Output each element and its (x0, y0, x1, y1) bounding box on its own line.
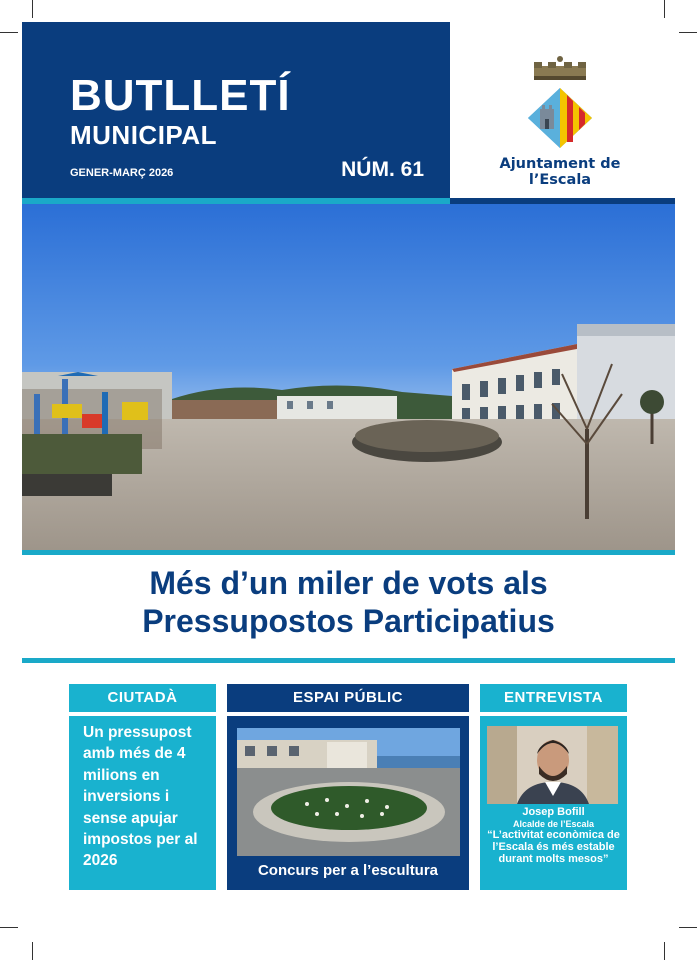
headline-line: Més d’un miler de vots als (149, 565, 548, 601)
section-teaser: Un pressupost amb més de 4 milions en inversions i sense apujar impostos per al 2026 (83, 724, 198, 870)
hero-photo (22, 204, 675, 550)
coat-of-arms-icon (520, 54, 600, 154)
headline-rule (22, 658, 675, 663)
section-caption: Concurs per a l’escultura (257, 862, 439, 879)
section-card-espai-public[interactable] (227, 716, 469, 890)
crop-mark (679, 32, 697, 33)
issue-number: NÚM. 61 (341, 158, 424, 181)
section-tag-espai-public: ESPAI PÚBLIC (227, 684, 469, 712)
interview-portrait (487, 726, 618, 804)
section-photo (237, 728, 460, 856)
masthead-title: BUTLLETÍ (70, 71, 291, 120)
masthead (22, 22, 450, 198)
crop-mark (664, 942, 665, 960)
section-card-ciutada[interactable] (69, 716, 216, 890)
masthead-subtitle: MUNICIPAL (70, 120, 218, 150)
section-tag-entrevista: ENTREVISTA (480, 684, 627, 712)
hero-accent-bar (22, 550, 675, 555)
crop-mark (679, 927, 697, 928)
interviewee-name: Josep Bofill (522, 806, 585, 818)
crop-mark (0, 32, 18, 33)
section-tag-ciutada: CIUTADÀ (69, 684, 216, 712)
logo-wordmark: Ajuntament de l’Escala (499, 156, 621, 188)
cover-headline (22, 564, 675, 641)
interviewee-role: Alcalde de l’Escala (512, 819, 595, 829)
headline-line: Pressupostos Participatius (142, 603, 555, 640)
crop-mark (32, 0, 33, 18)
crop-mark (0, 927, 18, 928)
issue-period: GENER-MARÇ 2026 (70, 167, 174, 179)
section-card-entrevista[interactable] (480, 716, 627, 890)
crop-mark (664, 0, 665, 18)
crop-mark (32, 942, 33, 960)
municipal-logo (470, 50, 670, 190)
interview-quote: “L’activitat econòmica de l’Escala és més estable durant molts mesos” (487, 829, 620, 865)
